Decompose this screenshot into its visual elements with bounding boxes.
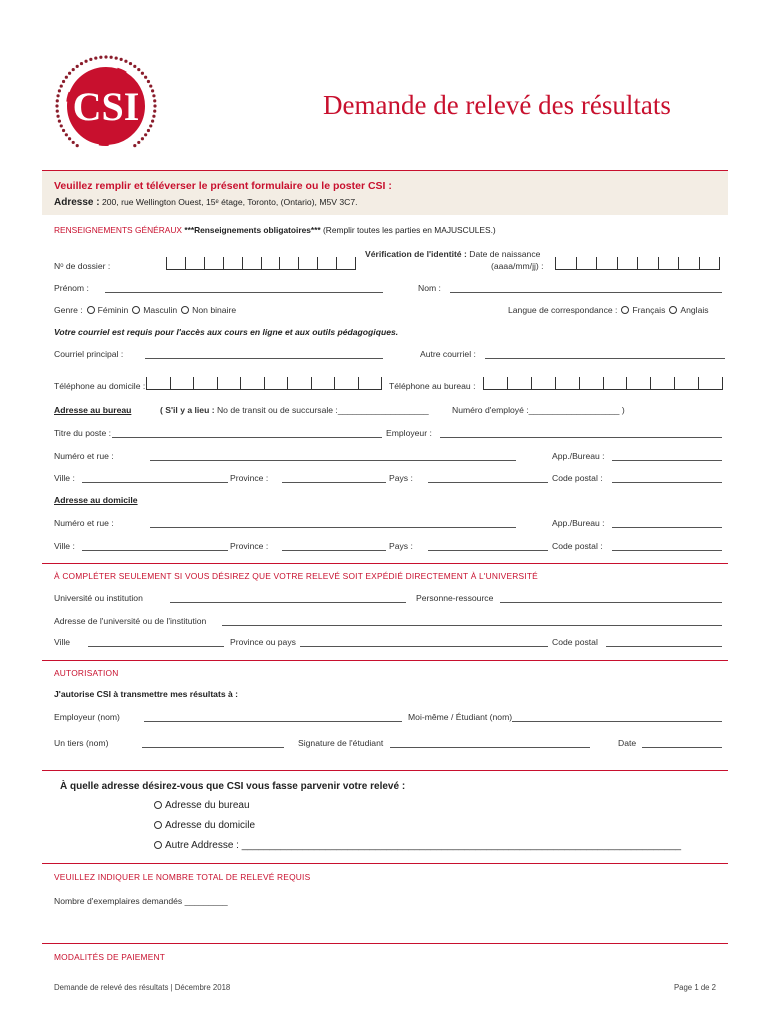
- email-notice: Votre courriel est requis pour l'accès aux cours en ligne et aux outils pédagogiques.: [54, 327, 399, 337]
- footer-left: Demande de relevé des résultats | Décembre 2018: [54, 983, 231, 992]
- box-divider: [617, 257, 618, 269]
- box-divider: [507, 377, 508, 389]
- last-name-label: Nom :: [418, 283, 441, 293]
- office-suite-field[interactable]: [612, 460, 722, 461]
- delivery-question: À quelle adresse désirez-vous que CSI vous fasse parvenir votre relevé :: [60, 781, 406, 792]
- authorization-section-title: AUTORISATION: [54, 668, 119, 678]
- office-province-label: Province :: [230, 473, 269, 483]
- box-divider: [336, 257, 337, 269]
- auth-self-field[interactable]: [512, 721, 722, 722]
- box-divider: [381, 377, 382, 389]
- office-country-field[interactable]: [428, 482, 548, 483]
- institution-city-label: Ville: [54, 637, 71, 647]
- institution-address-label: Adresse de l'université ou de l'institution: [54, 616, 207, 626]
- english-radio[interactable]: [669, 306, 677, 314]
- first-name-field[interactable]: [105, 292, 383, 293]
- french-radio[interactable]: [621, 306, 629, 314]
- job-title-label: Titre du poste :: [54, 428, 112, 438]
- address-value: 200, rue Wellington Ouest, 15ᵉ étage, Toronto, (Ontario), M5V 3C7.: [101, 197, 358, 207]
- transit-label: No de transit ou de succursale :___________________: [216, 405, 429, 415]
- institution-field[interactable]: [170, 602, 406, 603]
- copies-field-label[interactable]: Nombre d'exemplaires demandés _________: [54, 896, 228, 906]
- box-divider: [166, 257, 167, 269]
- divider: [42, 943, 728, 944]
- box-divider: [170, 377, 171, 389]
- office-address-title: Adresse au bureau: [54, 405, 132, 415]
- address-label: Adresse :: [54, 197, 100, 208]
- nonbinary-radio[interactable]: [181, 306, 189, 314]
- auth-third-field[interactable]: [142, 747, 284, 748]
- university-section-title: À COMPLÉTER SEULEMENT SI VOUS DÉSIREZ QUE VOTRE RELEVÉ SOIT EXPÉDIÉ DIRECTEMENT À L'UNIVERSITÉ: [54, 571, 538, 581]
- office-street-field[interactable]: [150, 460, 516, 461]
- other-email-label: Autre courriel :: [420, 349, 476, 359]
- nonbinary-label: Non binaire: [192, 305, 237, 315]
- box-divider: [223, 257, 224, 269]
- box-divider: [555, 377, 556, 389]
- divider: [42, 770, 728, 771]
- date-field[interactable]: [642, 747, 722, 748]
- box-divider: [603, 377, 604, 389]
- birth-date-field[interactable]: [555, 257, 720, 270]
- general-section-title: RENSEIGNEMENTS GÉNÉRAUX: [54, 225, 182, 235]
- box-divider: [626, 377, 627, 389]
- box-divider: [650, 377, 651, 389]
- office-delivery-radio[interactable]: [154, 801, 162, 809]
- box-divider: [579, 377, 580, 389]
- office-postal-field[interactable]: [612, 482, 722, 483]
- box-divider: [483, 377, 484, 389]
- main-email-label: Courriel principal :: [54, 349, 124, 359]
- home-postal-field[interactable]: [612, 550, 722, 551]
- other-email-field[interactable]: [485, 358, 725, 359]
- home-postal-label: Code postal :: [552, 541, 603, 551]
- divider: [42, 563, 728, 564]
- date-format-label: (aaaa/mm/jj) :: [491, 261, 544, 271]
- home-delivery-label: Adresse du domicile: [165, 820, 256, 831]
- box-divider: [298, 257, 299, 269]
- box-divider: [719, 257, 720, 269]
- box-divider: [317, 257, 318, 269]
- box-divider: [287, 377, 288, 389]
- employer-label: Employeur :: [386, 428, 432, 438]
- banner-heading: Veuillez remplir et téléverser le présent formulaire ou le poster CSI :: [54, 180, 392, 192]
- office-postal-label: Code postal :: [552, 473, 603, 483]
- office-phone-field[interactable]: [483, 377, 723, 390]
- institution-province-label: Province ou pays: [230, 637, 296, 647]
- box-divider: [279, 257, 280, 269]
- last-name-field[interactable]: [450, 292, 722, 293]
- auth-employer-label: Employeur (nom): [54, 712, 120, 722]
- language-label: Langue de correspondance :: [508, 305, 618, 315]
- svg-text:CSI: CSI: [72, 84, 140, 129]
- male-radio[interactable]: [132, 306, 140, 314]
- instructions-banner: [42, 170, 728, 215]
- required-note: ***Renseignements obligatoires***: [184, 225, 321, 235]
- first-name-label: Prénom :: [54, 283, 89, 293]
- home-phone-label: Téléphone au domicile :: [54, 381, 146, 391]
- box-divider: [355, 257, 356, 269]
- office-province-field[interactable]: [282, 482, 386, 483]
- home-suite-field[interactable]: [612, 527, 722, 528]
- home-country-label: Pays :: [389, 541, 413, 551]
- signature-field[interactable]: [390, 747, 590, 748]
- box-divider: [242, 257, 243, 269]
- institution-postal-label: Code postal: [552, 637, 598, 647]
- home-province-field[interactable]: [282, 550, 386, 551]
- office-country-label: Pays :: [389, 473, 413, 483]
- file-number-label: Nᵒ de dossier :: [54, 261, 111, 271]
- box-divider: [261, 257, 262, 269]
- signature-label: Signature de l'étudiant: [298, 738, 384, 748]
- payment-section-title: MODALITÉS DE PAIEMENT: [54, 952, 166, 962]
- home-city-label: Ville :: [54, 541, 75, 551]
- file-number-field[interactable]: [166, 257, 356, 270]
- institution-label: Université ou institution: [54, 593, 143, 603]
- female-label: Féminin: [97, 305, 129, 315]
- required-hint: (Remplir toutes les parties en MAJUSCULES.): [323, 225, 496, 235]
- employee-number-label: Numéro d'employé :___________________ ): [452, 405, 625, 415]
- box-divider: [678, 257, 679, 269]
- box-divider: [576, 257, 577, 269]
- divider: [42, 863, 728, 864]
- auth-third-label: Un tiers (nom): [54, 738, 109, 748]
- main-email-field[interactable]: [145, 358, 383, 359]
- box-divider: [699, 257, 700, 269]
- office-street-label: Numéro et rue :: [54, 451, 114, 461]
- home-delivery-radio[interactable]: [154, 821, 162, 829]
- box-divider: [358, 377, 359, 389]
- box-divider: [722, 377, 723, 389]
- institution-province-field[interactable]: [300, 646, 548, 647]
- box-divider: [637, 257, 638, 269]
- office-phone-label: Téléphone au bureau :: [389, 381, 476, 391]
- gender-label: Genre :: [54, 305, 83, 315]
- french-label: Français: [632, 305, 666, 315]
- box-divider: [555, 257, 556, 269]
- box-divider: [596, 257, 597, 269]
- box-divider: [204, 257, 205, 269]
- home-country-field[interactable]: [428, 550, 548, 551]
- box-divider: [674, 377, 675, 389]
- box-divider: [531, 377, 532, 389]
- divider: [42, 660, 728, 661]
- job-title-field[interactable]: [112, 437, 382, 438]
- box-divider: [240, 377, 241, 389]
- employer-field[interactable]: [440, 437, 722, 438]
- authorization-statement: J'autorise CSI à transmettre mes résultats à :: [54, 689, 239, 699]
- institution-address-field[interactable]: [222, 625, 722, 626]
- box-divider: [658, 257, 659, 269]
- office-city-field[interactable]: [82, 482, 228, 483]
- auth-employer-field[interactable]: [144, 721, 402, 722]
- home-street-field[interactable]: [150, 527, 516, 528]
- contact-label: Personne-ressource: [416, 593, 494, 603]
- home-suite-label: App./Bureau :: [552, 518, 605, 528]
- box-divider: [264, 377, 265, 389]
- box-divider: [334, 377, 335, 389]
- home-street-label: Numéro et rue :: [54, 518, 114, 528]
- contact-field[interactable]: [500, 602, 722, 603]
- other-delivery-label: Autre Addresse : _______________________________________________________________________________: [165, 840, 682, 851]
- institution-city-field[interactable]: [88, 646, 224, 647]
- id-check-text: Date de naissance: [469, 249, 541, 259]
- office-city-label: Ville :: [54, 473, 75, 483]
- box-divider: [146, 377, 147, 389]
- home-phone-field[interactable]: [146, 377, 382, 390]
- auth-self-label: Moi-même / Étudiant (nom): [408, 712, 513, 722]
- office-suite-label: App./Bureau :: [552, 451, 605, 461]
- page-number: Page 1 de 2: [673, 983, 716, 992]
- office-delivery-label: Adresse du bureau: [165, 800, 250, 811]
- box-divider: [698, 377, 699, 389]
- id-check-label: Vérification de l'identité :: [365, 249, 467, 259]
- if-any-label: ( S'il y a lieu :: [160, 405, 215, 415]
- english-label: Anglais: [680, 305, 709, 315]
- home-province-label: Province :: [230, 541, 269, 551]
- date-label: Date: [618, 738, 637, 748]
- csi-logo: [52, 52, 160, 160]
- page-title: Demande de relevé des résultats: [323, 90, 671, 120]
- home-city-field[interactable]: [82, 550, 228, 551]
- box-divider: [185, 257, 186, 269]
- home-address-title: Adresse au domicile: [54, 495, 138, 505]
- female-radio[interactable]: [87, 306, 95, 314]
- box-divider: [217, 377, 218, 389]
- institution-postal-field[interactable]: [606, 646, 722, 647]
- count-section-title: VEUILLEZ INDIQUER LE NOMBRE TOTAL DE RELEVÉ REQUIS: [54, 872, 311, 882]
- male-label: Masculin: [143, 305, 178, 315]
- other-delivery-radio[interactable]: [154, 841, 162, 849]
- box-divider: [311, 377, 312, 389]
- box-divider: [193, 377, 194, 389]
